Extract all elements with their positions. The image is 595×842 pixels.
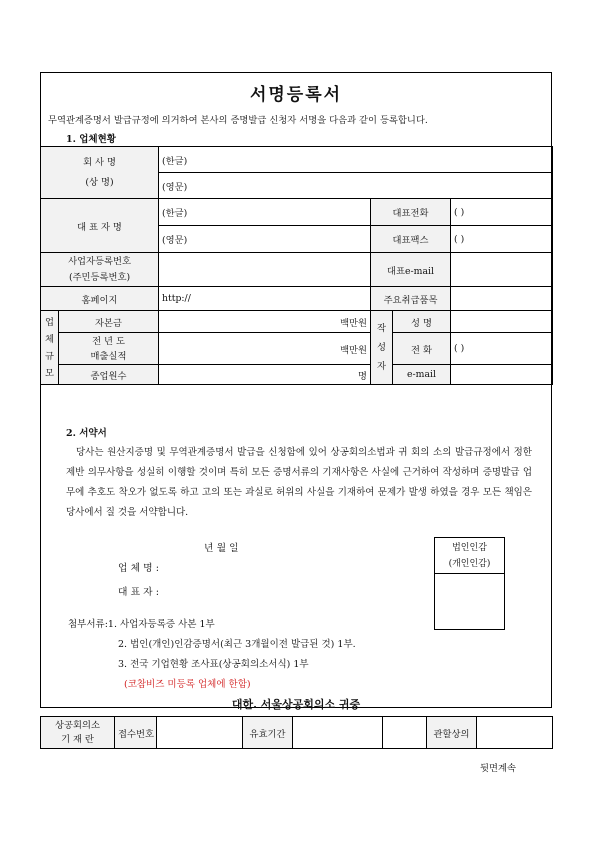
attachment-note: (코참비즈 미등록 업체에 한함) (124, 679, 251, 690)
employees-label: 종업원수 (59, 365, 159, 385)
receipt-number-label: 접수번호 (115, 717, 157, 749)
company-name-label: 회 사 명 (상 명) (41, 147, 159, 199)
receipt-number-field[interactable] (157, 717, 243, 749)
company-table (40, 146, 553, 385)
attachment-2: 2. 법인(개인)인감증명서(최근 3개월이전 발급된 것) 1부. (118, 639, 356, 650)
rep-phone-field[interactable]: ( ) (451, 199, 553, 226)
writer-name-label: 성 명 (393, 311, 451, 333)
seal-label: 법인인감 (개인인감) (434, 537, 505, 574)
main-items-label: 주요취급품목 (371, 287, 451, 311)
date-line: 년 월 일 (204, 543, 239, 554)
rep-email-label: 대표e-mail (371, 253, 451, 287)
continued-note: 뒷면계속 (480, 763, 516, 774)
section-1-heading: 1. 업체현황 (66, 134, 116, 145)
company-name-korean-field[interactable]: (한글) (159, 147, 553, 173)
employees-field[interactable]: 명 (159, 365, 371, 385)
chamber-use-label: 상공회의소 기 재 란 (41, 717, 115, 749)
homepage-field[interactable]: http:// (159, 287, 371, 311)
rep-phone-label: 대표전화 (371, 199, 451, 226)
rep-fax-field[interactable]: ( ) (451, 226, 553, 253)
jurisdiction-field[interactable] (477, 717, 553, 749)
jurisdiction-label: 관할상의 (427, 717, 477, 749)
valid-period-label: 유효기간 (243, 717, 293, 749)
writer-label: 작 성 자 (371, 311, 393, 385)
page-title: 서명등록서 (249, 85, 343, 105)
company-scale-label: 업 체 규 모 (41, 311, 59, 385)
blank-cell (383, 717, 427, 749)
chamber-addressee: 대한. 서울상공회의소 귀중 (231, 698, 361, 711)
homepage-label: 홈페이지 (41, 287, 159, 311)
pledge-text: 당사는 원산지증명 및 무역관계증명서 발급을 신청함에 있어 상공회의소법과 귀 회의 소의 발급규정에서 정한 제반 의무사항을 성실히 이행할 것이며 특히 모든 증명서류의 기재사항은 사실에 근거하여 작성하며 증명발급 업무에 추호도 착오가 없도록 하고 고의 또는 과실로 허위의 사실을 기재하여 문제가 발생 하였을 경우 모든 책임은 당사에서 질 것을 서약합니다. (66, 447, 532, 518)
ceo-name-english-field[interactable]: (영문) (159, 226, 371, 253)
valid-period-field[interactable] (293, 717, 383, 749)
rep-email-field[interactable] (451, 253, 553, 287)
chamber-use-table (40, 716, 553, 749)
attachment-1: 첨부서류:1. 사업자등록증 사본 1부 (68, 619, 215, 630)
company-signature-label: 업 체 명 : (118, 563, 160, 574)
main-items-field[interactable] (451, 287, 553, 311)
attachment-3: 3. 전국 기업현황 조사표(상공회의소서식) 1부 (118, 659, 309, 670)
rep-fax-label: 대표팩스 (371, 226, 451, 253)
biz-number-label: 사업자등록번호 (주민등록번호) (41, 253, 159, 287)
writer-name-field[interactable] (451, 311, 553, 333)
capital-label: 자본금 (59, 311, 159, 333)
ceo-name-label: 대 표 자 명 (41, 199, 159, 253)
writer-phone-label: 전 화 (393, 333, 451, 365)
section-2-heading: 2. 서약서 (66, 428, 107, 439)
ceo-name-korean-field[interactable]: (한글) (159, 199, 371, 226)
capital-field[interactable]: 백만원 (159, 311, 371, 333)
biz-number-field[interactable] (159, 253, 371, 287)
writer-email-label: e-mail (393, 365, 451, 385)
prev-sales-label: 전 년 도 매출실적 (59, 333, 159, 365)
writer-phone-field[interactable]: ( ) (451, 333, 553, 365)
prev-sales-field[interactable]: 백만원 (159, 333, 371, 365)
intro-text: 무역관계증명서 발급규정에 의거하여 본사의 증명발급 신청자 서명을 다음과 같이 등록합니다. (48, 115, 428, 126)
writer-email-field[interactable] (451, 365, 553, 385)
ceo-signature-label: 대 표 자 : (118, 587, 160, 598)
company-name-english-field[interactable]: (영문) (159, 173, 553, 199)
